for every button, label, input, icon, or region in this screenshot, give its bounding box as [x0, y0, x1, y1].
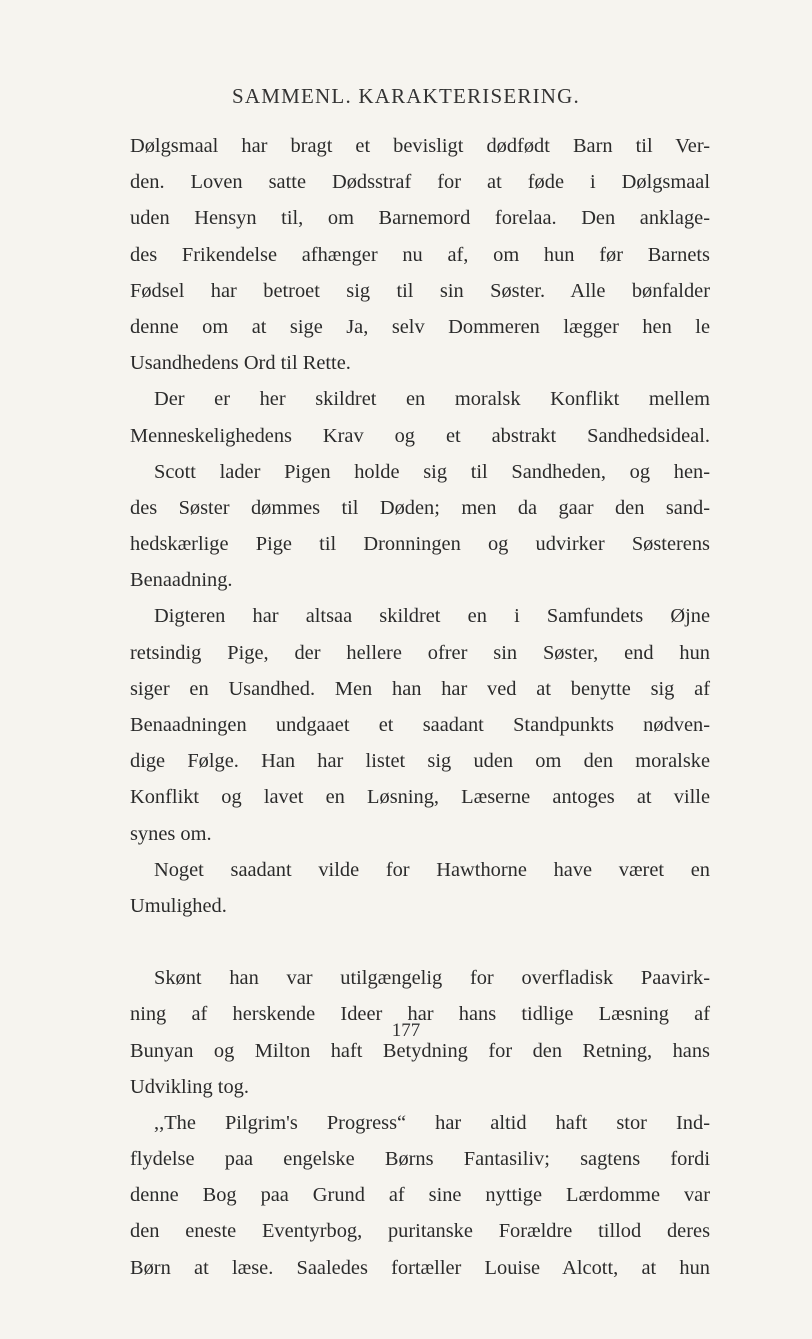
text-line: Usandhedens Ord til Rette. [130, 352, 351, 375]
text-line: retsindig Pige, der hellere ofrer sin Søster, end hun [130, 641, 710, 664]
text-line: ning af herskende Ideer har hans tidlige Læsning af [130, 1003, 710, 1026]
text-line: Børn at læse. Saaledes fortæller Louise Alcott, at hun [130, 1256, 710, 1279]
text-line: hedskærlige Pige til Dronningen og udvirker Søsterens [130, 533, 710, 556]
text-line: den. Loven satte Dødsstraf for at føde i Dølgsmaal [130, 171, 710, 194]
text-line: Menneskelighedens Krav og et abstrakt Sandhedsideal. [130, 424, 710, 447]
page-number: 177 [391, 1020, 421, 1041]
text-line: synes om. [130, 822, 212, 845]
text-line: Scott lader Pigen holde sig til Sandheden, og hen- [154, 460, 710, 483]
text-line: Noget saadant vilde for Hawthorne have været en [154, 858, 710, 881]
text-line: dige Følge. Han har listet sig uden om den moralske [130, 750, 710, 773]
text-line: Skønt han var utilgængelig for overfladisk Paavirk- [154, 967, 710, 990]
text-line: Udvikling tog. [130, 1075, 249, 1098]
body-text [130, 128, 710, 1286]
text-line: Dølgsmaal har bragt et bevisligt dødfødt Barn til Ver- [130, 135, 710, 157]
text-line: den eneste Eventyrbog, puritanske Forældre tillod deres [130, 1220, 710, 1243]
text-line: siger en Usandhed. Men han har ved at benytte sig af [130, 677, 710, 700]
text-line: Umulighed. [130, 894, 227, 917]
text-line: Der er her skildret en moralsk Konflikt mellem [154, 388, 710, 411]
text-line: denne om at sige Ja, selv Dommeren lægger hen le [130, 315, 710, 338]
running-head: SAMMENL. KARAKTERISERING. [232, 84, 580, 108]
text-line: ,,The Pilgrim's Progress“ har altid haft stor Ind- [154, 1111, 710, 1134]
text-line: Fødsel har betroet sig til sin Søster. Alle bønfalder [130, 279, 710, 302]
text-line: Bunyan og Milton haft Betydning for den Retning, hans [130, 1039, 710, 1062]
text-line: Benaadningen undgaaet et saadant Standpunkts nødven- [130, 714, 710, 736]
text-line: denne Bog paa Grund af sine nyttige Lærdomme var [130, 1184, 710, 1207]
text-line: uden Hensyn til, om Barnemord forelaa. Den anklage- [130, 207, 710, 230]
section-gap [130, 924, 710, 960]
text-line: des Frikendelse afhænger nu af, om hun før Barnets [130, 243, 710, 266]
text-line: Benaadning. [130, 569, 233, 592]
text-line: Digteren har altsaa skildret en i Samfundets Øjne [154, 605, 710, 628]
text-line: Konflikt og lavet en Løsning, Læserne antoges at ville [130, 786, 710, 809]
text-line: des Søster dømmes til Døden; men da gaar den sand- [130, 496, 710, 519]
text-line: flydelse paa engelske Børns Fantasiliv; sagtens fordi [130, 1148, 710, 1171]
